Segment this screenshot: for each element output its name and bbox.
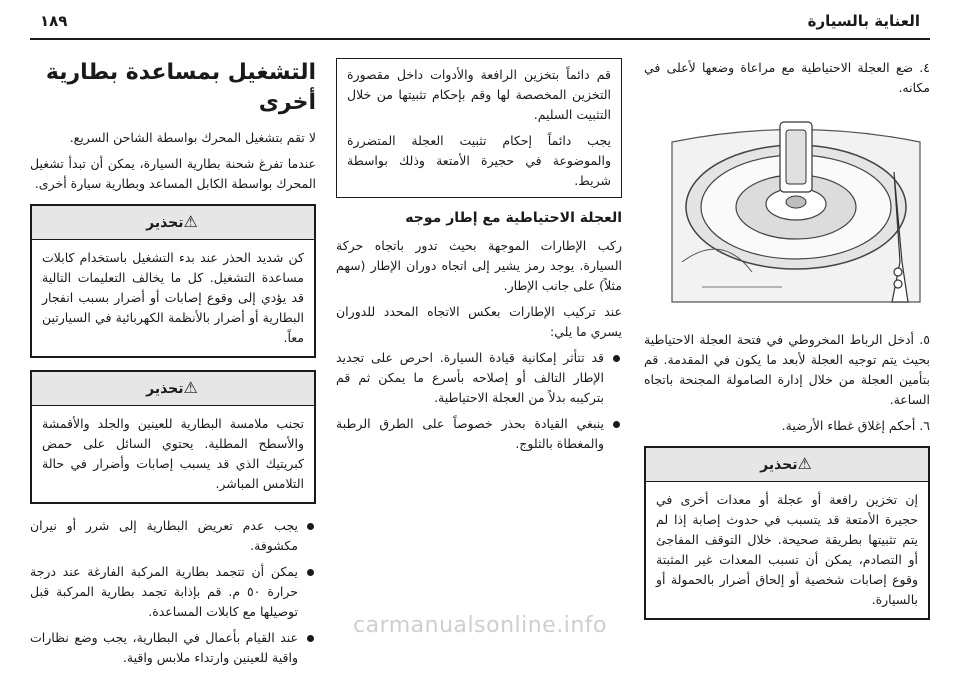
reverse-text: عند تركيب الإطارات بعكس الاتجاه المحدد للدوران يسري ما يلي:	[336, 304, 622, 339]
warning-box	[644, 446, 930, 620]
page-header-title: العناية بالسيارة	[807, 12, 920, 30]
warning-text: إن تخزين رافعة أو عجلة أو معدات أخرى في حجيرة الأمتعة قد يتسبب في حدوث إصابة إذا لم يتم تثبيتها بطريقة صحيحة. خلال التوقف المفاجئ أو التصادم، يمكن أن تسبب المعدات غير المثبتة وقوع إصابات شخصية أو إلحاق أضرار بالحمولة أو بالسيارة.	[656, 492, 918, 607]
warning-box	[30, 204, 316, 358]
warning-header: ⚠تحذير	[646, 448, 928, 482]
warning-box	[30, 370, 316, 504]
warning-text: كن شديد الحذر عند بدء التشغيل باستخدام كابلات مساعدة التشغيل. كل ما يخالف التعليمات التالية قد يؤدي إلى وقوع إصابات أو أضرار بسبب انفجار البطارية أو أضرار بالأنظمة الكهربائية في السيارتين معاً.	[42, 250, 304, 345]
left-bullet-list	[30, 516, 316, 668]
list-item: يجب عدم تعريض البطارية إلى شرر أو نيران مكشوفة.	[30, 516, 316, 556]
section-text: ركب الإطارات الموجهة بحيث تدور باتجاه حركة السيارة. يوجد رمز يشير إلى اتجاه دوران الإطار (سهم مثلاً) على جانب الإطار.	[336, 238, 622, 293]
header-rule	[30, 38, 930, 40]
intro-text-2: عندما تفرغ شحنة بطارية السيارة، يمكن أن تبدأ تشغيل المحرك بواسطة الكابل المساعد وبطارية سيارة أخرى.	[30, 156, 316, 191]
section-title: العجلة الاحتياطية مع إطار موجه	[405, 210, 622, 226]
storage-note-text-2: يجب دائماً إحكام تثبيت العجلة المتضررة والموضوعة في حجيرة الأمتعة وذلك بواسطة شريط.	[347, 133, 611, 188]
intro-text-1: لا تقم بتشغيل المحرك بواسطة الشاحن السريع.	[69, 130, 316, 145]
jump-start-title: التشغيل بمساعدة بطارية أخرى	[45, 60, 316, 115]
step-6: ٦. أحكم إغلاق غطاء الأرضية.	[781, 418, 930, 433]
watermark: carmanualsonline.info	[353, 613, 607, 638]
warning-text: تجنب ملامسة البطارية للعينين والجلد والأقمشة والأسطح المطلية. يحتوي السائل على حمض كبريتيك الذي قد يسبب إصابات وأضرار في حالة التلامس المباشر.	[42, 416, 304, 491]
step-4: ٤. ضع العجلة الاحتياطية مع مراعاة وضعها لأعلى في مكانه.	[644, 60, 930, 95]
warning-header: ⚠تحذير	[32, 372, 314, 406]
page-number: ١٨٩	[40, 12, 68, 30]
warning-header: ⚠تحذير	[32, 206, 314, 240]
page-header	[40, 8, 920, 38]
list-item: قد تتأثر إمكانية قيادة السيارة. احرص على تجديد الإطار التالف أو إصلاحه بأسرع ما يمكن ثم قم بتركيبه بدلاً من العجلة الاحتياطية.	[336, 348, 622, 408]
right-column	[644, 58, 930, 632]
list-item: عند القيام بأعمال في البطارية، يجب وضع نظارات واقية للعينين وارتداء ملابس واقية.	[30, 628, 316, 668]
warning-triangle-icon: ⚠	[797, 454, 812, 473]
list-item: يمكن أن تتجمد بطارية المركبة الفارغة عند درجة حرارة ٥٠ م. قم بإذابة تجمد بطارية المركبة قبل توصيلها مع كابلات المساعدة.	[30, 562, 316, 622]
storage-note-text: قم دائماً بتخزين الرافعة والأدوات داخل مقصورة التخزين المخصصة لها وقم بإحكام تثبيتها من خلال التثبيت السليم.	[347, 67, 611, 122]
list-item: ينبغي القيادة بحذر خصوصاً على الطرق الرطبة والمغطاة بالثلوج.	[336, 414, 622, 454]
middle-bullet-list	[336, 348, 622, 454]
warning-triangle-icon: ⚠	[183, 378, 198, 397]
storage-note	[336, 58, 622, 198]
spare-wheel-figure	[662, 112, 930, 312]
middle-column	[336, 58, 622, 460]
step-5: ٥. أدخل الرباط المخروطي في فتحة العجلة الاحتياطية بحيث يتم توجيه العجلة لأبعد ما يكون في المقدمة. قم بتأمين العجلة من خلال إدارة الصامولة المجنحة باتجاه الساعة.	[644, 332, 930, 407]
warning-triangle-icon: ⚠	[183, 212, 198, 231]
left-column	[30, 58, 316, 674]
